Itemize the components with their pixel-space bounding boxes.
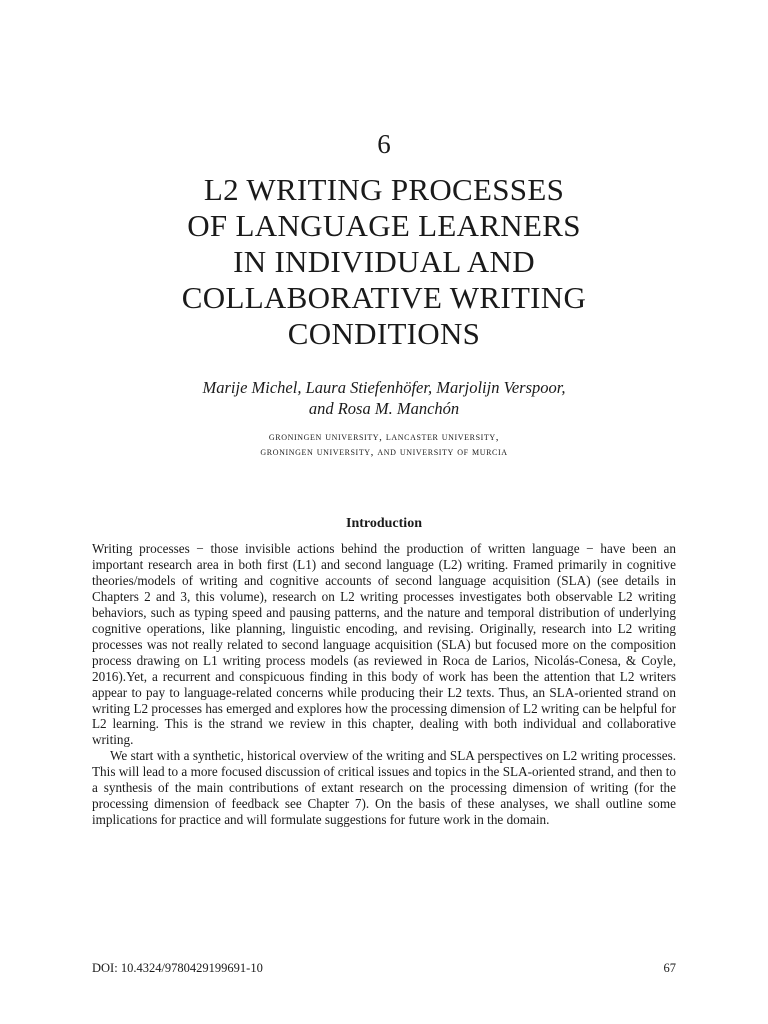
affiliation-line: groningen university, lancaster university, [268,431,500,443]
chapter-title-line: L2 WRITING PROCESSES [203,172,565,207]
page-number: 67 [663,961,676,975]
author-line: and Rosa M. Manchón [308,399,460,418]
chapter-title-line: CONDITIONS [287,316,481,351]
chapter-title [84,172,684,352]
affiliation-line: groningen university, and university of murcia [260,446,508,458]
affiliation-list [84,430,684,460]
paragraph: We start with a synthetic, historical overview of the writing and SLA perspectives on L2 writing processes. This will lead to a more focused discussion of critical issues and topics in the SLA-oriented strand, and then to a synthesis of the main contributions of extant research on the processing dimension of writing (for the processing dimension of feedback see Chapter 7). On the basis of these analyses, we shall outline some implications for practice and will formulate suggestions for future work in the domain. [92,748,676,828]
section-heading: Introduction [346,516,422,531]
chapter-number: 6 [377,129,391,159]
paragraph: Writing processes − those invisible actions behind the production of written language − have been an important research area in both first (L1) and second language (L2) writing. Framed primarily in cognitive theories/models of writing and cognitive accounts of second language acquisition (SLA) (see details in Chapters 2 and 3, this volume), research on L2 writing processes investigates both observable L2 writing behaviors, such as typing speed and pausing patterns, and the nature and temporal distribution of underlying cognitive operations, like planning, linguistic encoding, and revising. Originally, research into L2 writing processes was not really related to second language acquisition (SLA) but focused more on the composition process drawing on L1 writing process models (as reviewed in Roca de Larios, Nicolás-Conesa, & Coyle, 2016).Yet, a recurrent and conspicuous finding in this body of work has been the attention that L2 writers appear to pay to language-related concerns while producing their L2 texts. Thus, an SLA-oriented strand on writing L2 processes has emerged and explores how the processing dimension of L2 writing can be helpful for L2 learning. This is the strand we review in this chapter, dealing with both individual and collaborative writing. [92,541,676,748]
chapter-title-line: OF LANGUAGE LEARNERS [187,208,581,243]
chapter-title-line: COLLABORATIVE WRITING [181,280,587,315]
chapter-title-line: IN INDIVIDUAL AND [233,244,535,279]
author-line: Marije Michel, Laura Stiefenhöfer, Marjolijn Verspoor, [202,378,566,397]
author-list [84,377,684,419]
body-text [92,541,676,828]
doi-link[interactable]: DOI: 10.4324/9780429199691-10 [92,961,263,975]
